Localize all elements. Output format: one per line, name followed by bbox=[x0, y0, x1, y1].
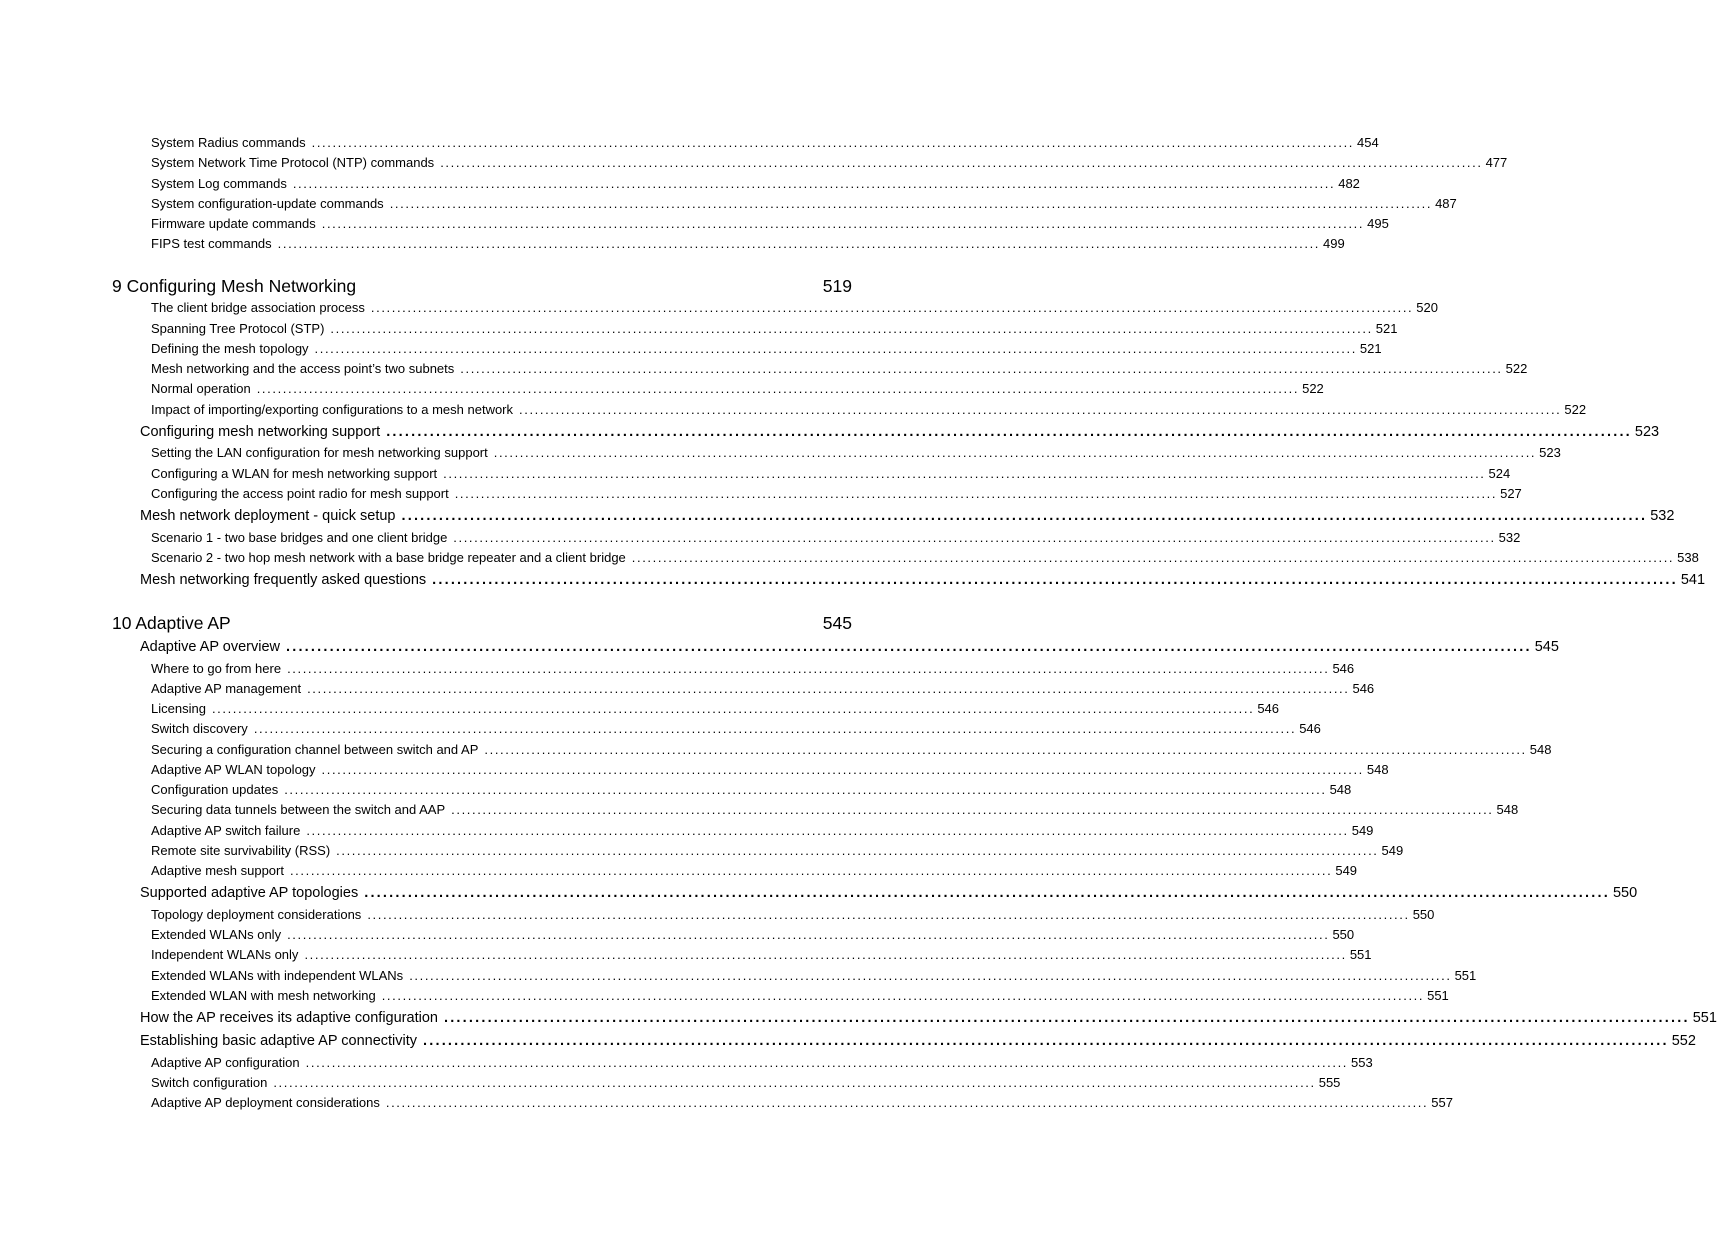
dot-leader: ........................................................................................................................................................................................................ bbox=[304, 947, 1347, 962]
subsection-entry[interactable] bbox=[151, 176, 1360, 191]
dot-leader: ........................................................................................................................................................................................................ bbox=[432, 572, 1678, 588]
entry-page-number: 482 bbox=[1338, 176, 1360, 191]
subsection-entry[interactable] bbox=[151, 681, 1375, 696]
dot-leader: ........................................................................................................................................................................................................ bbox=[277, 236, 1321, 251]
subsection-entry[interactable] bbox=[151, 721, 1321, 736]
subsection-entry[interactable] bbox=[151, 486, 1522, 501]
dot-leader: ........................................................................................................................................................................................................ bbox=[367, 907, 1410, 922]
subsection-entry[interactable] bbox=[151, 550, 1699, 565]
entry-title: Adaptive AP configuration bbox=[151, 1055, 300, 1070]
subsection-entry[interactable] bbox=[151, 300, 1438, 315]
entry-title: The client bridge association process bbox=[151, 300, 365, 315]
dot-leader: ........................................................................................................................................................................................................ bbox=[381, 988, 1425, 1003]
entry-title: System Network Time Protocol (NTP) commands bbox=[151, 155, 435, 170]
entry-title: Securing data tunnels between the switch and AAP bbox=[151, 802, 446, 817]
subsection-entry[interactable] bbox=[151, 927, 1355, 942]
section-entry[interactable] bbox=[140, 424, 1660, 440]
dot-leader: ........................................................................................................................................................................................................ bbox=[287, 927, 1330, 942]
entry-page-number: 519 bbox=[822, 276, 852, 296]
dot-leader: ........................................................................................................................................................................................................ bbox=[292, 176, 1336, 191]
subsection-entry[interactable] bbox=[151, 530, 1521, 545]
dot-leader: ........................................................................................................................................................................................................ bbox=[423, 1033, 1669, 1049]
entry-page-number: 546 bbox=[1332, 661, 1355, 676]
entry-page-number: 548 bbox=[1529, 742, 1552, 757]
subsection-entry[interactable] bbox=[151, 445, 1561, 460]
entry-page-number: 522 bbox=[1505, 361, 1528, 376]
entry-page-number: 545 bbox=[1534, 639, 1559, 655]
entry-page-number: 521 bbox=[1359, 341, 1382, 356]
subsection-entry[interactable] bbox=[151, 135, 1379, 150]
dot-leader: ........................................................................................................................................................................................................ bbox=[314, 341, 1357, 356]
dot-leader: ........................................................................................................................................................................................................ bbox=[409, 968, 1452, 983]
entry-title: Adaptive mesh support bbox=[151, 863, 284, 878]
dot-leader: ........................................................................................................................................................................................................ bbox=[443, 466, 1486, 481]
entry-title: Licensing bbox=[151, 701, 206, 716]
entry-page-number: 477 bbox=[1485, 155, 1508, 170]
entry-page-number: 549 bbox=[1351, 823, 1374, 838]
entry-page-number: 551 bbox=[1454, 968, 1477, 983]
subsection-entry[interactable] bbox=[151, 762, 1389, 777]
subsection-entry[interactable] bbox=[151, 947, 1372, 962]
entry-title: Setting the LAN configuration for mesh networking support bbox=[151, 445, 488, 460]
entry-title: Scenario 2 - two hop mesh network with a base bridge repeater and a client bridge bbox=[151, 550, 626, 565]
chapter-entry[interactable] bbox=[112, 276, 852, 297]
entry-title: Extended WLANs only bbox=[151, 927, 282, 942]
entry-page-number: 550 bbox=[1412, 907, 1435, 922]
entry-page-number: 522 bbox=[1564, 402, 1587, 417]
dot-leader: ........................................................................................................................................................................................................ bbox=[440, 155, 1483, 170]
entry-title: Configuring the access point radio for mesh support bbox=[151, 486, 449, 501]
entry-page-number: 551 bbox=[1349, 947, 1372, 962]
dot-leader: ........................................................................................................................................................................................................ bbox=[285, 639, 1532, 655]
section-entry[interactable] bbox=[140, 1033, 1696, 1049]
dot-leader: ........................................................................................................................................................................................................ bbox=[401, 508, 1648, 524]
entry-page-number: 550 bbox=[1612, 885, 1638, 901]
section-entry[interactable] bbox=[140, 572, 1706, 588]
dot-leader: ........................................................................................................................................................................................................ bbox=[451, 802, 1494, 817]
entry-page-number: 549 bbox=[1381, 843, 1404, 858]
subsection-entry[interactable] bbox=[151, 236, 1345, 251]
entry-title: Securing a configuration channel between switch and AP bbox=[151, 742, 479, 757]
dot-leader: ........................................................................................................................................................................................................ bbox=[321, 762, 1364, 777]
entry-title: Remote site survivability (RSS) bbox=[151, 843, 331, 858]
entry-page-number: 545 bbox=[822, 613, 852, 633]
subsection-entry[interactable] bbox=[151, 701, 1280, 716]
entry-page-number: 555 bbox=[1318, 1075, 1341, 1090]
subsection-entry[interactable] bbox=[151, 968, 1477, 983]
entry-page-number: 520 bbox=[1416, 300, 1438, 315]
section-entry[interactable] bbox=[140, 885, 1638, 901]
dot-leader: ........................................................................................................................................................................................................ bbox=[386, 424, 1632, 440]
entry-page-number: 524 bbox=[1488, 466, 1511, 481]
dot-leader: ........................................................................................................................................................................................................ bbox=[389, 196, 1433, 211]
entry-title: Extended WLANs with independent WLANs bbox=[151, 968, 404, 983]
subsection-entry[interactable] bbox=[151, 466, 1511, 481]
entry-title: Topology deployment considerations bbox=[151, 907, 362, 922]
entry-title: Spanning Tree Protocol (STP) bbox=[151, 321, 325, 336]
entry-page-number: 523 bbox=[1634, 424, 1660, 440]
dot-leader: ........................................................................................................................................................................................................ bbox=[330, 321, 1373, 336]
entry-page-number: 552 bbox=[1671, 1033, 1696, 1049]
dot-leader: ........................................................................................................................................................................................................ bbox=[284, 782, 1327, 797]
subsection-entry[interactable] bbox=[151, 321, 1398, 336]
entry-title: Impact of importing/exporting configurations to a mesh network bbox=[151, 402, 514, 417]
entry-title: System Radius commands bbox=[151, 135, 306, 150]
entry-page-number: 532 bbox=[1498, 530, 1521, 545]
entry-page-number: 548 bbox=[1496, 802, 1519, 817]
dot-leader: ........................................................................................................................................................................................................ bbox=[364, 885, 1610, 901]
entry-title: Switch configuration bbox=[151, 1075, 268, 1090]
entry-page-number: 553 bbox=[1351, 1055, 1373, 1070]
entry-title: Adaptive AP overview bbox=[140, 639, 280, 655]
entry-page-number: 487 bbox=[1435, 196, 1457, 211]
entry-title: Mesh networking and the access point’s two subnets bbox=[151, 361, 455, 376]
dot-leader: ........................................................................................................................................................................................................ bbox=[443, 1010, 1690, 1026]
entry-page-number: 550 bbox=[1332, 927, 1355, 942]
entry-page-number: 548 bbox=[1329, 782, 1352, 797]
entry-title: How the AP receives its adaptive configuration bbox=[140, 1010, 438, 1026]
section-entry[interactable] bbox=[140, 639, 1559, 655]
subsection-entry[interactable] bbox=[151, 782, 1352, 797]
subsection-entry[interactable] bbox=[151, 843, 1404, 858]
subsection-entry[interactable] bbox=[151, 1055, 1373, 1070]
entry-page-number: 546 bbox=[1299, 721, 1321, 736]
entry-title: Configuring a WLAN for mesh networking support bbox=[151, 466, 438, 481]
chapter-entry[interactable] bbox=[112, 613, 852, 634]
entry-title: FIPS test commands bbox=[151, 236, 272, 251]
entry-title: Configuration updates bbox=[151, 782, 279, 797]
dot-leader: ........................................................................................................................................................................................................ bbox=[519, 402, 1562, 417]
entry-title: Independent WLANs only bbox=[151, 947, 299, 962]
dot-leader: ........................................................................................................................................................................................................ bbox=[211, 701, 1255, 716]
subsection-entry[interactable] bbox=[151, 196, 1457, 211]
entry-page-number: 557 bbox=[1431, 1095, 1453, 1110]
dot-leader: ........................................................................................................................................................................................................ bbox=[631, 550, 1675, 565]
subsection-entry[interactable] bbox=[151, 341, 1382, 356]
entry-title: Normal operation bbox=[151, 381, 251, 396]
entry-title: Scenario 1 - two base bridges and one client bridge bbox=[151, 530, 448, 545]
entry-title: Switch discovery bbox=[151, 721, 248, 736]
entry-page-number: 546 bbox=[1352, 681, 1375, 696]
entry-page-number: 549 bbox=[1335, 863, 1358, 878]
dot-leader: ........................................................................................................................................................................................................ bbox=[307, 681, 1350, 696]
dot-leader: ........................................................................................................................................................................................................ bbox=[305, 1055, 1349, 1070]
subsection-entry[interactable] bbox=[151, 988, 1449, 1003]
entry-page-number: 551 bbox=[1692, 1010, 1717, 1026]
entry-title: 9 Configuring Mesh Networking bbox=[112, 276, 357, 296]
section-entry[interactable] bbox=[140, 1010, 1717, 1026]
entry-title: Supported adaptive AP topologies bbox=[140, 885, 359, 901]
dot-leader: ........................................................................................................................................................................................................ bbox=[370, 300, 1414, 315]
dot-leader: ........................................................................................................................................................................................................ bbox=[306, 823, 1349, 838]
entry-title: Mesh network deployment - quick setup bbox=[140, 508, 396, 524]
dot-leader: ........................................................................................................................................................................................................ bbox=[311, 135, 1354, 150]
entry-title: Configuring mesh networking support bbox=[140, 424, 381, 440]
entry-page-number: 522 bbox=[1302, 381, 1324, 396]
entry-title: Defining the mesh topology bbox=[151, 341, 309, 356]
dot-leader: ........................................................................................................................................................................................................ bbox=[321, 216, 1365, 231]
dot-leader: ........................................................................................................................................................................................................ bbox=[385, 1095, 1429, 1110]
entry-page-number: 527 bbox=[1500, 486, 1522, 501]
dot-leader: ........................................................................................................................................................................................................ bbox=[493, 445, 1537, 460]
dot-leader: ........................................................................................................................................................................................................ bbox=[289, 863, 1333, 878]
dot-leader: ........................................................................................................................................................................................................ bbox=[454, 486, 1498, 501]
subsection-entry[interactable] bbox=[151, 361, 1528, 376]
entry-title: System Log commands bbox=[151, 176, 287, 191]
dot-leader: ........................................................................................................................................................................................................ bbox=[453, 530, 1496, 545]
entry-title: Adaptive AP management bbox=[151, 681, 302, 696]
entry-title: Adaptive AP switch failure bbox=[151, 823, 301, 838]
subsection-entry[interactable] bbox=[151, 216, 1389, 231]
entry-page-number: 551 bbox=[1427, 988, 1449, 1003]
entry-title: System configuration-update commands bbox=[151, 196, 384, 211]
subsection-entry[interactable] bbox=[151, 1075, 1341, 1090]
entry-page-number: 523 bbox=[1539, 445, 1561, 460]
entry-title: Mesh networking frequently asked questions bbox=[140, 572, 427, 588]
section-entry[interactable] bbox=[140, 508, 1675, 524]
entry-page-number: 538 bbox=[1677, 550, 1699, 565]
dot-leader: ........................................................................................................................................................................................................ bbox=[460, 361, 1503, 376]
entry-page-number: 454 bbox=[1357, 135, 1379, 150]
subsection-entry[interactable] bbox=[151, 742, 1552, 757]
entry-page-number: 548 bbox=[1366, 762, 1389, 777]
subsection-entry[interactable] bbox=[151, 661, 1355, 676]
subsection-entry[interactable] bbox=[151, 1095, 1453, 1110]
dot-leader: ........................................................................................................................................................................................................ bbox=[253, 721, 1297, 736]
dot-leader: ........................................................................................................................................................................................................ bbox=[287, 661, 1330, 676]
dot-leader: ........................................................................................................................................................................................................ bbox=[336, 843, 1379, 858]
entry-page-number: 532 bbox=[1650, 508, 1675, 524]
entry-title: 10 Adaptive AP bbox=[112, 613, 231, 633]
subsection-entry[interactable] bbox=[151, 907, 1435, 922]
entry-title: Where to go from here bbox=[151, 661, 282, 676]
subsection-entry[interactable] bbox=[151, 802, 1519, 817]
entry-page-number: 541 bbox=[1680, 572, 1706, 588]
subsection-entry[interactable] bbox=[151, 381, 1324, 396]
dot-leader: ........................................................................................................................................................................................................ bbox=[256, 381, 1300, 396]
entry-page-number: 521 bbox=[1375, 321, 1398, 336]
subsection-entry[interactable] bbox=[151, 402, 1587, 417]
subsection-entry[interactable] bbox=[151, 823, 1374, 838]
entry-title: Extended WLAN with mesh networking bbox=[151, 988, 376, 1003]
dot-leader: ........................................................................................................................................................................................................ bbox=[484, 742, 1527, 757]
entry-title: Adaptive AP deployment considerations bbox=[151, 1095, 380, 1110]
entry-title: Establishing basic adaptive AP connectivity bbox=[140, 1033, 418, 1049]
subsection-entry[interactable] bbox=[151, 155, 1508, 170]
dot-leader: ........................................................................................................................................................................................................ bbox=[273, 1075, 1316, 1090]
entry-title: Adaptive AP WLAN topology bbox=[151, 762, 316, 777]
entry-page-number: 495 bbox=[1367, 216, 1389, 231]
entry-page-number: 546 bbox=[1257, 701, 1280, 716]
subsection-entry[interactable] bbox=[151, 863, 1358, 878]
entry-title: Firmware update commands bbox=[151, 216, 316, 231]
entry-page-number: 499 bbox=[1323, 236, 1345, 251]
